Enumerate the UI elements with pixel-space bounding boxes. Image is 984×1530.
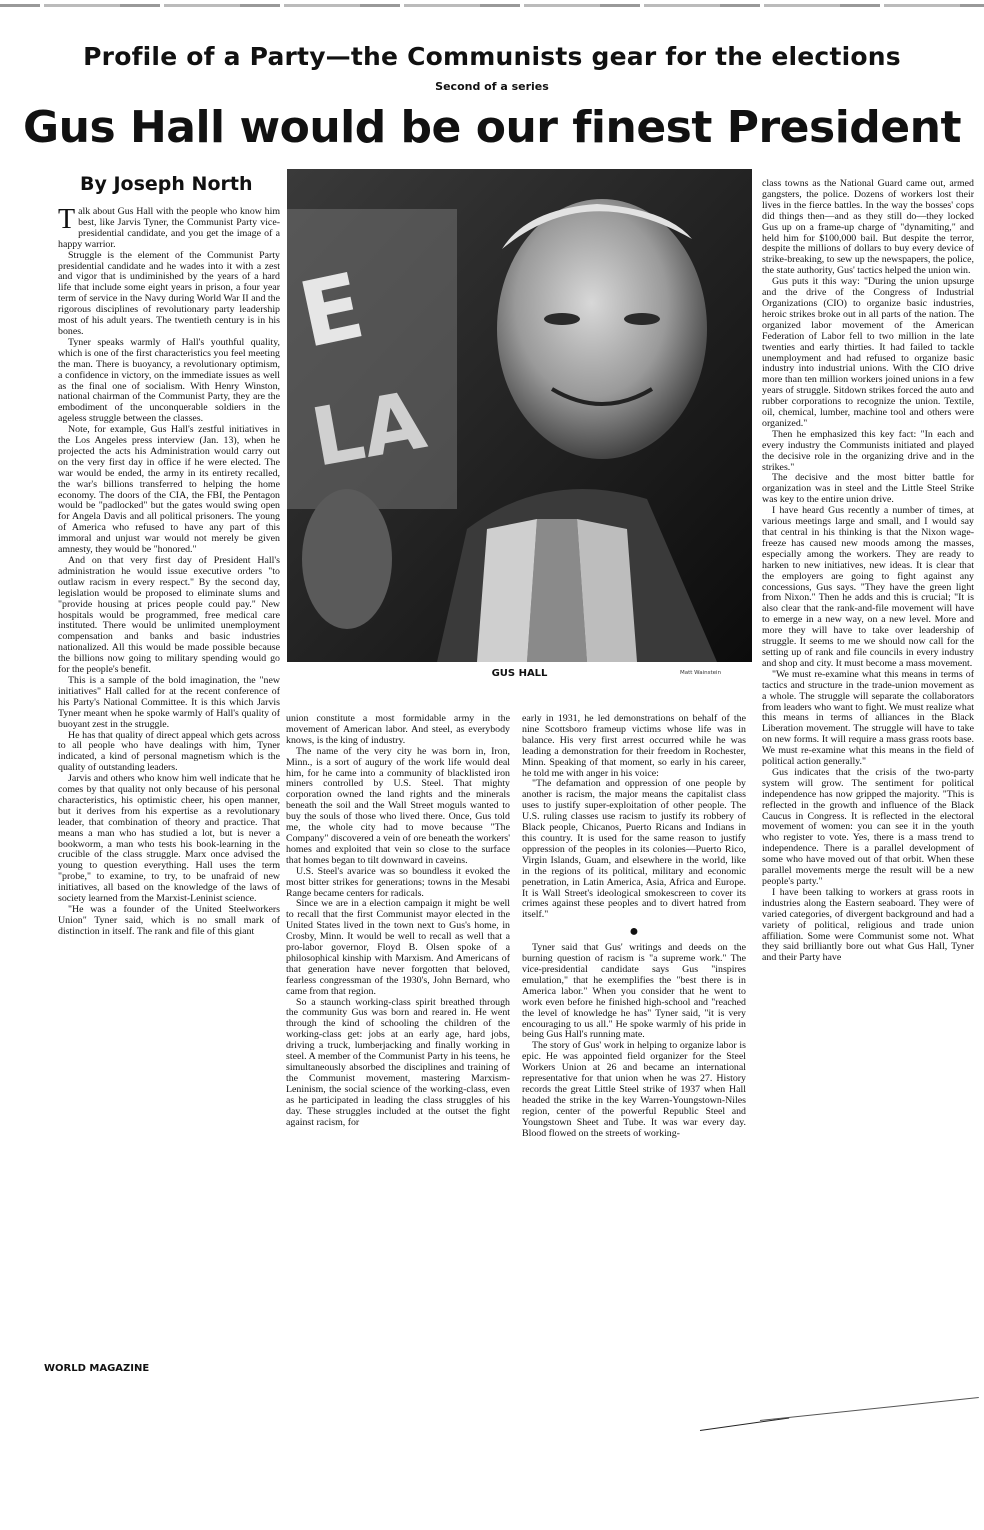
article-column-3 (522, 714, 746, 1356)
kicker-headline: Profile of a Party—the Communists gear for the elections (83, 42, 901, 71)
paragraph: Then he emphasized this key fact: "In each and every industry the Communists initiated and played the decisive role in the organizing drive and in the strikes." (762, 428, 974, 473)
photo-credit: Matt Wainstein (680, 670, 722, 676)
portrait-image (287, 169, 752, 662)
series-label: Second of a series (435, 80, 549, 93)
paragraph: union constitute a most formidable army in the movement of American labor. And steel, as everybody knows, is the king of industry. (286, 714, 510, 746)
paragraph: The story of Gus' work in helping to organize labor is epic. He was appointed field organizer for the Steel Workers Union at 26 and became an international representative for that union when he was 27. History records the great Little Steel strike of 1937 when Hall headed the strike in the key Warren-Youngstown-Niles region, center of the powerful Republic Steel and Youngstown Sheet and Tube. It was war every day. Blood flowed on the streets of working- (522, 1040, 746, 1139)
publication-footer: WORLD MAGAZINE (44, 1363, 150, 1374)
paragraph: Tyner said that Gus' writings and deeds on the burning question of racism is "a supreme work." The vice-presidential candidate says Gus "inspires emulation," that he exemplifies the "best there is in America labor." When you consider that he went to work even before he finished high-school and "reached the level of knowledge he has" Tyner said, "it is very encouraging to us all." He spoke warmly of his pride in being Gus Hall's running mate. (522, 942, 746, 1041)
paragraph: And on that very first day of President Hall's administration he would issue executive orders "to outlaw racism in every respect." By the second day, legislation would be proposed to eliminate slums and "provide housing at prices people could pay." New hospitals would be programmed, free medical care instituted. There would be unlimited unemployment compensation and banks and basic industries nationalized. All this would be made possible because the billions now going to military spending would go for the people's benefit. (58, 555, 280, 676)
paragraph: Note, for example, Gus Hall's zestful initiatives in the Los Angeles press interview (Jan. 13), when he projected the acts his Administration would carry out on the very first day in office if he were elected. The war would be ended, the army in its entirety recalled, the war's billions transferred to helping the home economy. The doors of the CIA, the FBI, the Pentagon would be "padlocked" but the gates would swing open for Angela Davis and all political prisoners. The young of America who refused to have any part of this immoral and unjust war would not merely be given amnesty, they would be "honored." (58, 424, 280, 556)
portrait-photo (287, 169, 752, 662)
paragraph: I have been talking to workers at grass roots in industries along the Eastern seaboard. They were of varied categories, of divergent background and had a variety of political, religious and trade union affiliation. Some were Communist some not. What they said brilliantly bore out what Gus Hall, Tyner and their Party have (762, 886, 974, 964)
paragraph-text: alk about Gus Hall with the people who know him best, like Jarvis Tyner, the Communist Party vice-presidential candidate, and you get the image of a happy warrior. (58, 207, 280, 250)
paragraph: So a staunch working-class spirit breathed through the community Gus was born and reared in. He went through the kind of schooling the children of the working-class get: jobs at an early age, hard jobs, driving a truck, lumberjacking and finally working in steel. A member of the Communist Party in his teens, he simultaneously absorbed the disciplines and training of the Communist movement, mastering Marxism-Leninism, the social science of the working-class, even as he participated in leading the class struggles of his day. These struggles included at the outset the fight against racism, for (286, 996, 510, 1128)
paragraph: Tyner speaks warmly of Hall's youthful quality, which is one of the first characteristics you feel meeting the man. There is buoyancy, a revolutionary optimism, a confidence in victory, on the immediate issues as well as the final one of socialism. With Henry Winston, national chairman of the Communist Party, they are the embodiment of the unconquerable soldiers in the ageless struggle between the classes. (58, 336, 280, 425)
section-bullet-icon: ● (629, 923, 639, 941)
paragraph: Since we are in a election campaign it might be well to recall that the first Communist mayor elected in the United States lived in the town next to Gus's home, in Crosby, Minn. It would be well to recall as well that a pro-labor governor, Floyd B. Olsen spoke of a philosophical kinship with Marxism. And Americans of that generation have never forgotten that beloved, fearless congressman of the 1930's, John Bernard, who came from that region. (286, 898, 510, 997)
photo-caption: GUS HALL (491, 668, 548, 679)
paragraph: early in 1931, he led demonstrations on behalf of the nine Scottsboro frameup victims whose life was in balance. His very first arrest occurred while he was leading a demonstration for their freedom in Rochester, Minn. Speaking of that moment, so early in his career, he told me with anger in his voice: (522, 714, 746, 779)
paragraph: class towns as the National Guard came out, armed gangsters, the police. Dozens of workers lost their lives in the fierce battles. In the way the bosses' cops did things then—and as they still do—they locked Gus up on a frame-up charge of "dynamiting," and held him for $100,000 bail. But despite the terror, despite the millions of dollars to buy every device of strike-breaking, to sew up the newspapers, the police, the state authority, Gus' tactics helped the union win. (762, 179, 974, 277)
svg-text:E: E (290, 253, 373, 369)
paragraph: "He was a founder of the United Steelworkers Union" Tyner said, which is no small mark of distinction in itself. The rank and file of this giant (58, 904, 280, 937)
top-rule (0, 4, 984, 7)
paragraph (58, 207, 280, 251)
paragraph: "The defamation and oppression of one people by another is racism, the major means the capitalist class uses to justify super-exploitation of other people. The U.S. ruling classes use racism to justify its robbery of Black people, Chicanos, Puerto Ricans and Indians in this country. It is used for the same reason to justify oppression of the peoples in its colonies—Puerto Rico, Virgin Islands, Guam, and elsewhere in the world, like in the regions of its political, military and economic penetration, in Latin America, Asia, Africa and Europe. It is Wall Street's ideological smokescreen to cover its crimes against these peoples and to divert hatred from itself." (522, 778, 746, 921)
paragraph: Struggle is the element of the Communist Party presidential candidate and he wades into it with a zest and vigor that is undiminished by the years of a hard life that include some eight years in prison, a four year term of service in the Navy during World War II and the rigorous disciplines of revolutionary party leadership most of his adult years. The twentieth century is in his bones. (58, 249, 280, 337)
svg-text:LA: LA (304, 373, 433, 485)
paragraph: The decisive and the most bitter battle for organization was in steel and the Little Steel Strike was key to the entire union drive. (762, 472, 974, 506)
pen-mark (700, 1417, 789, 1431)
main-headline: Gus Hall would be our finest President (23, 102, 961, 153)
paragraph: He has that quality of direct appeal which gets across to all people who have dealings with him, Tyner indicated, a kind of personal magnetism which is the quality of outstanding leaders. (58, 729, 280, 774)
paragraph: "We must re-examine what this means in terms of tactics and structure in the trade-union movement as a whole. The struggle will separate the collaborators from leaders who want to fight. We must realize what this means in terms of alliances in the Black Liberation movement. The struggle will have to take on new forms. It will require a mass grass roots base. We must re-examine what this means in the field of political action generally." (762, 668, 974, 768)
paragraph: U.S. Steel's avarice was so boundless it evoked the most bitter strikes for generations; towns in the Mesabi Range became centers for radicals. (286, 865, 510, 899)
article-column-2 (286, 714, 510, 1356)
paragraph: The name of the very city he was born in, Iron, Minn., is a sort of augury of the work life would deal him, for he came into a community of blacklisted iron miners controlled by U.S. Steel. That mighty corporation owned the land rights and the minerals beneath the soil and the Wall Street moguls wanted to buy the souls of those who lived there. Once, Gus told me, the whole city had to move because "The Company" discovered a vein of ore beneath the workers' homes and exploited that vein so close to the surface that homes began to tilt downward in caveins. (286, 745, 510, 866)
paragraph: I have heard Gus recently a number of times, at various meetings large and small, and I would say that central in his thinking is that the Nixon wage-freeze has caused new moods among the masses, especially among the workers. They are ready to harken to new initiatives, new ideas. It is clear that the employers are going to fight against any concessions, Gus says. "They have the green light from Nixon." Then he adds and this is crucial; "It is also clear that the rank-and-file movement will have to emerge in a new way, on a new level. More and more they will have to take over leadership of struggle. It seems to me we should now call for the setting up of rank and file councils in every industry and shop and city. It must become a mass movement. (762, 505, 974, 669)
paragraph: Jarvis and others who know him well indicate that he comes by that quality not only because of his personal characteristics, his optimistic cheer, his open manner, but it derives from his expertise as a revolutionary leader, that combination of theory and practice. That means a man who has studied a lot, but is never a bookworm, a man who tests his book-learning in the crucible of the class struggle. Marx once advised the young to question everything. Hall uses the term "probe," to examine, to try, to be unafraid of new initiatives, all based on the knowledge of the laws of society learned from the Marxist-Leninist science. (58, 773, 280, 905)
paragraph: Gus puts it this way: "During the union upsurge and the drive of the Congress of Industrial Organizations (CIO) to organize basic industries, heroic strikes broke out in all parts of the nation. The organized labor movement of the American Federation of Labor fell to two million in the late twenties and early thirties. It had failed to tackle unemployment and had refused to organize basic industry into industrial unions. With the CIO drive more than ten million workers joined unions in a few years of struggle. Sitdown strikes forced the auto and rubber corporations to recognize the union. Textile, oil, chemical, lumber, machine tool and others were organized." (762, 276, 974, 429)
paragraph: Gus indicates that the crisis of the two-party system will grow. The sentiment for political independence has now gripped the majority. "This is reflected in the growth and influence of the Black Caucus in Congress. It is reflected in the electoral movement of women: you can see it in the youth who register to vote. Yes, there is a mass trend to independence. There is a parallel development of some who have moved out of that orbit. When these parallel movements merge the result will be a new people's party." (762, 766, 974, 887)
article-column-1 (58, 207, 280, 1355)
paragraph: This is a sample of the bold imagination, the "new initiatives" Hall called for at the recent conference of his Party's National Committee. It is this which Jarvis Tyner meant when he spoke warmly of Hall's quality of buoyant zest in the struggle. (58, 674, 280, 730)
byline: By Joseph North (80, 173, 253, 195)
pen-mark (760, 1397, 979, 1421)
drop-cap: T (58, 207, 76, 235)
article-column-4 (762, 179, 974, 1355)
